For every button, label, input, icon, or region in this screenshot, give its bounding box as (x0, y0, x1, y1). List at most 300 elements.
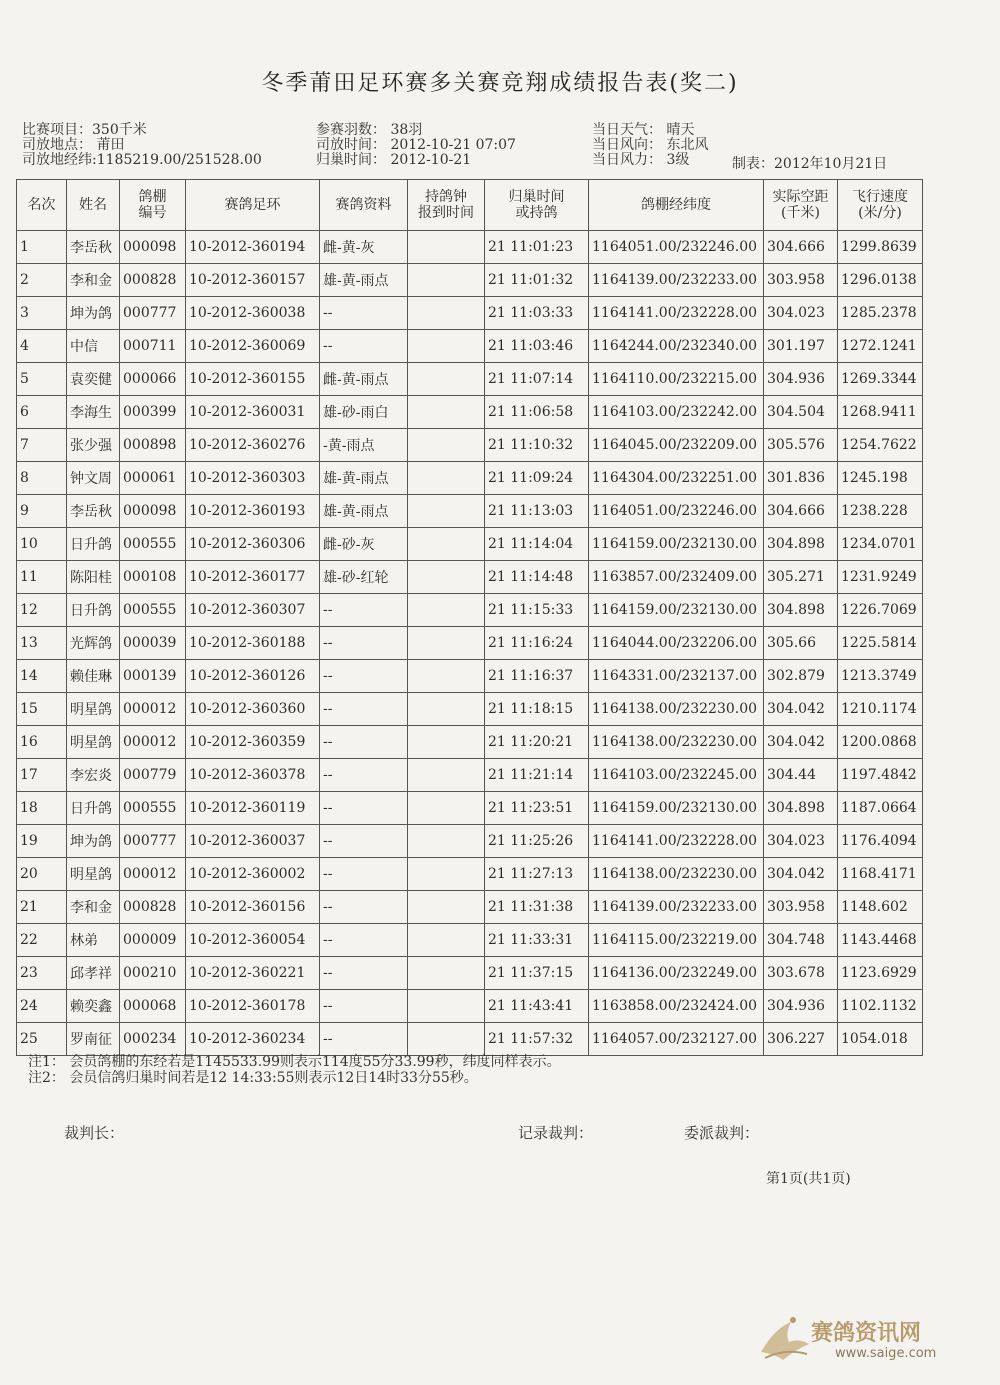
table-cell: 钟文周 (67, 462, 120, 495)
table-cell: -- (320, 759, 408, 792)
table-cell: 301.836 (764, 462, 838, 495)
table-cell: 李岳秋 (67, 231, 120, 264)
table-cell: 22 (17, 924, 67, 957)
table-cell: 21 11:37:15 (485, 957, 589, 990)
table-cell: 1164139.00/232233.00 (589, 264, 764, 297)
table-cell: 21 11:16:24 (485, 627, 589, 660)
table-cell: 1143.4468 (838, 924, 923, 957)
table-cell: 305.66 (764, 627, 838, 660)
table-cell: 10-2012-360054 (186, 924, 320, 957)
table-cell: 1213.3749 (838, 660, 923, 693)
column-header: 赛鸽足环 (186, 180, 320, 231)
table-cell (408, 495, 485, 528)
table-cell: 1226.7069 (838, 594, 923, 627)
table-cell (408, 825, 485, 858)
table-cell: -- (320, 297, 408, 330)
table-cell: 林弟 (67, 924, 120, 957)
table-cell: 303.678 (764, 957, 838, 990)
table-cell: 明星鸽 (67, 858, 120, 891)
table-cell: 10-2012-360155 (186, 363, 320, 396)
table-cell: -- (320, 858, 408, 891)
race-info-column-2 (316, 123, 516, 168)
table-cell: 10-2012-360234 (186, 1023, 320, 1056)
table-cell: 1231.9249 (838, 561, 923, 594)
watermark-url: www.saige.com (835, 1346, 937, 1361)
table-cell: 1164138.00/232230.00 (589, 726, 764, 759)
table-cell: 11 (17, 561, 67, 594)
table-row (17, 495, 923, 528)
table-cell: 1148.602 (838, 891, 923, 924)
table-body (17, 231, 923, 1056)
table-cell: 21 11:03:33 (485, 297, 589, 330)
pigeon-logo-icon (755, 1308, 815, 1366)
table-cell: -- (320, 990, 408, 1023)
table-cell: 1 (17, 231, 67, 264)
table-cell: 10-2012-360002 (186, 858, 320, 891)
table-cell: 21 11:14:04 (485, 528, 589, 561)
table-cell: 21 (17, 891, 67, 924)
table-row (17, 297, 923, 330)
table-cell: 1238.228 (838, 495, 923, 528)
table-cell: 1268.9411 (838, 396, 923, 429)
table-cell: 000777 (120, 297, 186, 330)
race-distance: 比赛项目：350千米 (22, 122, 147, 138)
table-cell: 明星鸽 (67, 693, 120, 726)
table-cell: 000098 (120, 231, 186, 264)
table-cell: 2 (17, 264, 67, 297)
table-cell: -- (320, 726, 408, 759)
table-cell: 304.898 (764, 528, 838, 561)
table-cell: 10-2012-360193 (186, 495, 320, 528)
footnotes (28, 1054, 561, 1086)
table-cell: 21 11:10:32 (485, 429, 589, 462)
table-cell: 10-2012-360038 (186, 297, 320, 330)
table-cell: 1164136.00/232249.00 (589, 957, 764, 990)
table-cell: -- (320, 891, 408, 924)
table-cell: 1168.4171 (838, 858, 923, 891)
table-row (17, 693, 923, 726)
table-cell: 000012 (120, 693, 186, 726)
table-row (17, 561, 923, 594)
table-row (17, 924, 923, 957)
table-cell: 雄-黄-雨点 (320, 462, 408, 495)
table-row (17, 858, 923, 891)
table-cell: 1254.7622 (838, 429, 923, 462)
table-cell: 邱孝祥 (67, 957, 120, 990)
table-cell: 李岳秋 (67, 495, 120, 528)
table-row (17, 231, 923, 264)
table-cell: 302.879 (764, 660, 838, 693)
table-row (17, 594, 923, 627)
table-cell (408, 957, 485, 990)
table-cell: 9 (17, 495, 67, 528)
table-cell: 304.898 (764, 792, 838, 825)
table-cell: 1285.2378 (838, 297, 923, 330)
table-row (17, 429, 923, 462)
table-cell: 坤为鸽 (67, 825, 120, 858)
table-cell: 000828 (120, 264, 186, 297)
race-info-column-1 (22, 123, 262, 168)
table-cell: 1272.1241 (838, 330, 923, 363)
table-cell: 1163858.00/232424.00 (589, 990, 764, 1023)
table-cell: 1102.1132 (838, 990, 923, 1023)
table-cell: 21 11:27:13 (485, 858, 589, 891)
table-cell: 23 (17, 957, 67, 990)
column-header: 归巢时间 或持鸽 (485, 180, 589, 231)
column-header: 鸽棚 编号 (120, 180, 186, 231)
table-cell: 10-2012-360378 (186, 759, 320, 792)
table-cell: 1234.0701 (838, 528, 923, 561)
table-cell: 17 (17, 759, 67, 792)
table-cell (408, 297, 485, 330)
footnote-2: 注2： 会员信鸽归巢时间若是12 14:33:55则表示12日14时33分55秒。 (28, 1070, 478, 1086)
watermark-site-name: 赛鸽资讯网 (811, 1321, 922, 1346)
table-cell: -- (320, 660, 408, 693)
return-date: 归巢时间： 2012-10-21 (316, 152, 472, 168)
table-cell (408, 891, 485, 924)
table-cell: 1054.018 (838, 1023, 923, 1056)
table-cell: 21 11:13:03 (485, 495, 589, 528)
table-header-row (17, 180, 923, 231)
table-cell: 李海生 (67, 396, 120, 429)
table-cell (408, 594, 485, 627)
table-cell: 21 11:23:51 (485, 792, 589, 825)
table-cell (408, 231, 485, 264)
table-cell: 10-2012-360178 (186, 990, 320, 1023)
table-cell: 304.44 (764, 759, 838, 792)
table-cell: 304.023 (764, 297, 838, 330)
column-header: 赛鸽资料 (320, 180, 408, 231)
table-cell: 1164115.00/232219.00 (589, 924, 764, 957)
table-cell: 000012 (120, 726, 186, 759)
table-cell: 000066 (120, 363, 186, 396)
table-row (17, 627, 923, 660)
table-cell: 15 (17, 693, 67, 726)
table-cell: -- (320, 627, 408, 660)
table-cell: 10-2012-360037 (186, 825, 320, 858)
table-cell: 000139 (120, 660, 186, 693)
table-cell: 赖奕鑫 (67, 990, 120, 1023)
table-cell (408, 627, 485, 660)
table-cell: -- (320, 693, 408, 726)
table-cell: 1176.4094 (838, 825, 923, 858)
table-cell (408, 396, 485, 429)
table-cell: 10 (17, 528, 67, 561)
table-cell: 光辉鸽 (67, 627, 120, 660)
table-cell: 304.023 (764, 825, 838, 858)
table-cell: 304.042 (764, 693, 838, 726)
table-row (17, 825, 923, 858)
results-table (16, 179, 923, 1056)
table-row (17, 396, 923, 429)
table-cell: 304.666 (764, 495, 838, 528)
table-cell: 雌-砂-灰 (320, 528, 408, 561)
table-cell: 000777 (120, 825, 186, 858)
table-cell: 000009 (120, 924, 186, 957)
table-cell (408, 990, 485, 1023)
table-cell (408, 660, 485, 693)
table-cell: 21 11:31:38 (485, 891, 589, 924)
table-cell: 袁奕健 (67, 363, 120, 396)
table-row (17, 990, 923, 1023)
table-cell: 1225.5814 (838, 627, 923, 660)
table-cell: 000068 (120, 990, 186, 1023)
table-cell: 10-2012-360156 (186, 891, 320, 924)
table-cell: 000555 (120, 792, 186, 825)
table-cell: 李和金 (67, 264, 120, 297)
table-cell: 1164138.00/232230.00 (589, 693, 764, 726)
table-cell (408, 561, 485, 594)
table-cell: -- (320, 957, 408, 990)
release-location: 司放地点： 莆田 (22, 137, 125, 153)
table-cell: 000210 (120, 957, 186, 990)
table-cell: 1210.1174 (838, 693, 923, 726)
table-row (17, 462, 923, 495)
table-cell: 7 (17, 429, 67, 462)
column-header: 飞行速度 (米/分) (838, 180, 923, 231)
table-cell (408, 924, 485, 957)
table-cell: 000234 (120, 1023, 186, 1056)
table-cell: 1164110.00/232215.00 (589, 363, 764, 396)
table-cell: 李宏炎 (67, 759, 120, 792)
table-row (17, 792, 923, 825)
table-cell (408, 429, 485, 462)
table-row (17, 891, 923, 924)
table-cell: -- (320, 1023, 408, 1056)
table-cell: 1245.198 (838, 462, 923, 495)
table-cell: 18 (17, 792, 67, 825)
table-cell: 000098 (120, 495, 186, 528)
table-cell: 1164045.00/232209.00 (589, 429, 764, 462)
table-cell: 10-2012-360221 (186, 957, 320, 990)
table-cell: 21 11:09:24 (485, 462, 589, 495)
table-cell: 305.576 (764, 429, 838, 462)
table-cell: 1164103.00/232242.00 (589, 396, 764, 429)
table-cell: 000039 (120, 627, 186, 660)
table-cell: 张少强 (67, 429, 120, 462)
table-cell: -- (320, 825, 408, 858)
table-cell: 雄-黄-雨点 (320, 264, 408, 297)
table-cell (408, 1023, 485, 1056)
table-cell (408, 462, 485, 495)
table-cell: 21 11:06:58 (485, 396, 589, 429)
table-cell: 000828 (120, 891, 186, 924)
column-header: 姓名 (67, 180, 120, 231)
table-cell: 10-2012-360177 (186, 561, 320, 594)
table-cell: 中信 (67, 330, 120, 363)
table-cell (408, 792, 485, 825)
table-cell: 000061 (120, 462, 186, 495)
entry-count: 参赛羽数： 38羽 (316, 122, 423, 138)
table-cell: 1164159.00/232130.00 (589, 594, 764, 627)
table-cell: 1296.0138 (838, 264, 923, 297)
table-cell (408, 693, 485, 726)
table-cell: 1197.4842 (838, 759, 923, 792)
table-cell: 304.504 (764, 396, 838, 429)
table-cell: 000898 (120, 429, 186, 462)
table-cell: 21 11:15:33 (485, 594, 589, 627)
table-cell: 6 (17, 396, 67, 429)
table-cell: 罗南征 (67, 1023, 120, 1056)
table-cell: 21 11:03:46 (485, 330, 589, 363)
table-cell: 1187.0664 (838, 792, 923, 825)
table-cell: 1123.6929 (838, 957, 923, 990)
table-cell: -- (320, 924, 408, 957)
table-cell: 李和金 (67, 891, 120, 924)
table-cell: 1200.0868 (838, 726, 923, 759)
wind-direction: 当日风向： 东北风 (592, 137, 709, 153)
table-cell: 1164159.00/232130.00 (589, 528, 764, 561)
table-cell: 13 (17, 627, 67, 660)
table-cell: 000711 (120, 330, 186, 363)
race-info-column-3 (592, 123, 708, 168)
table-cell: 304.042 (764, 858, 838, 891)
table-cell: 1164304.00/232251.00 (589, 462, 764, 495)
table-cell: -黄-雨点 (320, 429, 408, 462)
table-cell: 000108 (120, 561, 186, 594)
table-cell: 5 (17, 363, 67, 396)
report-date: 制表：2012年10月21日 (732, 156, 888, 172)
table-cell: 10-2012-360194 (186, 231, 320, 264)
wind-force: 当日风力： 3级 (592, 152, 690, 168)
table-cell: 305.271 (764, 561, 838, 594)
table-row (17, 957, 923, 990)
table-row (17, 528, 923, 561)
table-cell: 10-2012-360031 (186, 396, 320, 429)
table-cell: 坤为鸽 (67, 297, 120, 330)
table-cell: -- (320, 330, 408, 363)
table-cell: 4 (17, 330, 67, 363)
watermark-logo (755, 1308, 965, 1368)
table-row (17, 264, 923, 297)
table-cell: 21 11:43:41 (485, 990, 589, 1023)
table-cell: 10-2012-360119 (186, 792, 320, 825)
table-cell: 1269.3344 (838, 363, 923, 396)
table-cell: 10-2012-360276 (186, 429, 320, 462)
table-cell: 000399 (120, 396, 186, 429)
table-cell: 10-2012-360303 (186, 462, 320, 495)
table-cell: 25 (17, 1023, 67, 1056)
table-cell: 1299.8639 (838, 231, 923, 264)
table-cell: 304.666 (764, 231, 838, 264)
table-cell: 21 11:20:21 (485, 726, 589, 759)
table-cell: 306.227 (764, 1023, 838, 1056)
table-cell: 21 11:21:14 (485, 759, 589, 792)
table-cell: 21 11:33:31 (485, 924, 589, 957)
table-row (17, 660, 923, 693)
page-number: 第1页(共1页) (766, 1171, 851, 1187)
table-cell: 304.936 (764, 363, 838, 396)
table-cell: 304.898 (764, 594, 838, 627)
table-row (17, 1023, 923, 1056)
report-title: 冬季莆田足环赛多关赛竞翔成绩报告表(奖二) (261, 71, 739, 96)
table-cell: 1164044.00/232206.00 (589, 627, 764, 660)
table-cell (408, 330, 485, 363)
table-cell: 日升鸽 (67, 792, 120, 825)
table-cell: 20 (17, 858, 67, 891)
delegate-referee-label: 委派裁判： (684, 1124, 760, 1142)
table-row (17, 726, 923, 759)
table-cell: 304.748 (764, 924, 838, 957)
table-cell: 1164139.00/232233.00 (589, 891, 764, 924)
table-row (17, 363, 923, 396)
release-coordinates: 司放地经纬:1185219.00/251528.00 (22, 152, 262, 168)
table-cell: 301.197 (764, 330, 838, 363)
table-cell: 1164331.00/232137.00 (589, 660, 764, 693)
table-cell (408, 363, 485, 396)
table-cell: 陈阳桂 (67, 561, 120, 594)
table-cell: 1164051.00/232246.00 (589, 231, 764, 264)
table-cell: 000555 (120, 528, 186, 561)
column-header: 鸽棚经纬度 (589, 180, 764, 231)
table-cell: 10-2012-360307 (186, 594, 320, 627)
table-cell (408, 528, 485, 561)
table-cell: 10-2012-360069 (186, 330, 320, 363)
table-cell: 8 (17, 462, 67, 495)
table-cell: 12 (17, 594, 67, 627)
table-cell: 21 11:25:26 (485, 825, 589, 858)
table-cell: 304.936 (764, 990, 838, 1023)
table-cell: 1164141.00/232228.00 (589, 825, 764, 858)
table-cell: 1164138.00/232230.00 (589, 858, 764, 891)
table-cell: 赖佳琳 (67, 660, 120, 693)
footnote-1: 注1： 会员鸽棚的东经若是1145533.99则表示114度55分33.99秒，纬度同样表示。 (28, 1054, 561, 1070)
table-cell: 10-2012-360360 (186, 693, 320, 726)
table-cell: 10-2012-360126 (186, 660, 320, 693)
table-cell (408, 858, 485, 891)
table-cell: 21 11:01:23 (485, 231, 589, 264)
table-cell: 19 (17, 825, 67, 858)
table-cell (408, 759, 485, 792)
table-cell: 雄-黄-雨点 (320, 495, 408, 528)
table-cell: 日升鸽 (67, 594, 120, 627)
table-cell (408, 264, 485, 297)
table-cell: 雄-砂-雨白 (320, 396, 408, 429)
table-cell (408, 726, 485, 759)
table-cell: 21 11:18:15 (485, 693, 589, 726)
table-cell: 000012 (120, 858, 186, 891)
table-cell: 1163857.00/232409.00 (589, 561, 764, 594)
column-header: 名次 (17, 180, 67, 231)
table-cell: 10-2012-360359 (186, 726, 320, 759)
table-row (17, 759, 923, 792)
table-cell: 21 11:07:14 (485, 363, 589, 396)
record-referee-label: 记录裁判： (518, 1124, 594, 1142)
table-cell: 21 11:14:48 (485, 561, 589, 594)
table-cell: 1164057.00/232127.00 (589, 1023, 764, 1056)
table-cell: 14 (17, 660, 67, 693)
table-cell: 日升鸽 (67, 528, 120, 561)
table-cell: 303.958 (764, 891, 838, 924)
table-cell: 1164103.00/232245.00 (589, 759, 764, 792)
table-cell: 24 (17, 990, 67, 1023)
table-cell: 304.042 (764, 726, 838, 759)
table-cell: 雄-砂-红轮 (320, 561, 408, 594)
table-cell: 10-2012-360306 (186, 528, 320, 561)
weather: 当日天气： 晴天 (592, 122, 695, 138)
table-cell: 1164051.00/232246.00 (589, 495, 764, 528)
table-cell: 雌-黄-灰 (320, 231, 408, 264)
table-row (17, 330, 923, 363)
table-cell: 303.958 (764, 264, 838, 297)
chief-referee-label: 裁判长： (64, 1124, 125, 1142)
table-cell: 000779 (120, 759, 186, 792)
column-header: 持鸽钟 报到时间 (408, 180, 485, 231)
table-cell: -- (320, 792, 408, 825)
table-cell: 21 11:57:32 (485, 1023, 589, 1056)
table-cell: 10-2012-360157 (186, 264, 320, 297)
column-header: 实际空距 (千米) (764, 180, 838, 231)
